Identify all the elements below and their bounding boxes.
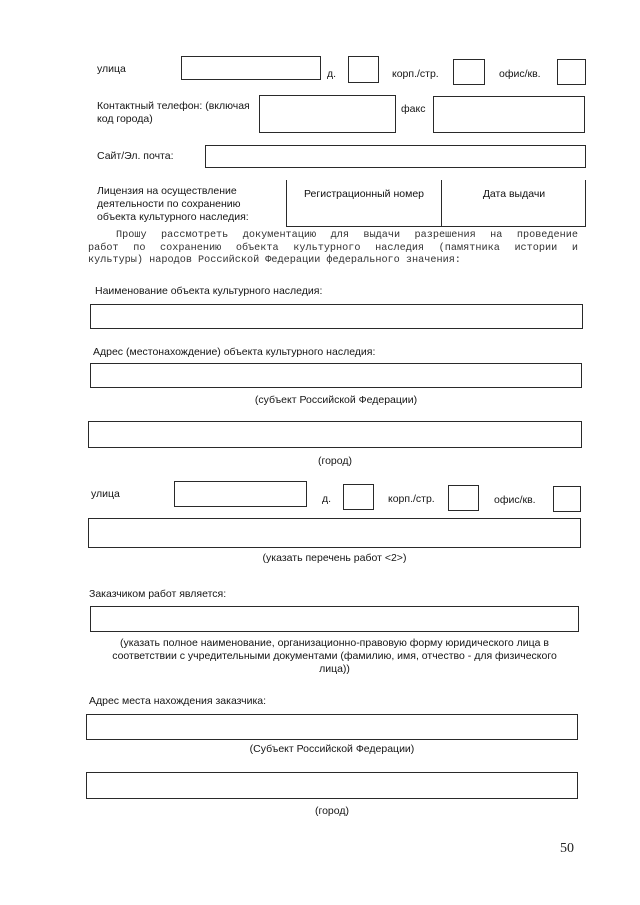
building-label: корп./стр. [392, 68, 439, 80]
customer-subject-input[interactable] [86, 714, 578, 740]
request-line-2: работ по сохранению объекта культурного наследия (памятника истории и [88, 242, 578, 254]
works-caption: (указать перечень работ <2>) [262, 552, 407, 564]
site-label: Сайт/Эл. почта: [97, 150, 174, 162]
customer-caption-line-1: (указать полное наименование, организационно-правовую форму юридического лица в [120, 637, 549, 649]
object-name-input[interactable] [90, 304, 583, 329]
fax-input[interactable] [433, 96, 585, 133]
customer-city-input[interactable] [86, 772, 578, 799]
works-input[interactable] [88, 518, 581, 548]
customer-input[interactable] [90, 606, 579, 632]
object-office-label: офис/кв. [494, 494, 536, 506]
object-house-input[interactable] [343, 484, 374, 510]
customer-caption-line-3: лица)) [319, 663, 350, 675]
customer-subject-caption: (Субъект Российской Федерации) [249, 743, 415, 755]
building-input[interactable] [453, 59, 485, 85]
license-table [286, 180, 586, 227]
street-label: улица [97, 63, 126, 75]
object-subject-input[interactable] [90, 363, 582, 388]
object-city-input[interactable] [88, 421, 582, 448]
customer-city-caption: (город) [314, 805, 349, 817]
phone-input[interactable] [259, 95, 396, 133]
street-input[interactable] [181, 56, 321, 80]
object-building-label: корп./стр. [388, 493, 435, 505]
office-input[interactable] [557, 59, 586, 85]
object-street-input[interactable] [174, 481, 307, 507]
customer-address-label: Адрес места нахождения заказчика: [89, 695, 267, 707]
object-city-caption: (город) [317, 455, 352, 467]
object-house-label: д. [322, 493, 332, 505]
object-street-label: улица [91, 488, 120, 500]
phone-label: Контактный телефон: (включая код города) [97, 100, 250, 125]
customer-caption [88, 637, 581, 676]
object-building-input[interactable] [448, 485, 479, 511]
office-label: офис/кв. [499, 68, 541, 80]
customer-caption-line-2: соответствии с учредительными документами (фамилию, имя, отчество - для физического [112, 650, 557, 662]
license-label: Лицензия на осуществление деятельности по сохранению объекта культурного наследия: [97, 185, 249, 223]
site-input[interactable] [205, 145, 586, 168]
house-input[interactable] [348, 56, 379, 83]
object-address-label: Адрес (местонахождение) объекта культурного наследия: [93, 346, 376, 358]
license-issue-date-header: Дата выдачи [482, 188, 546, 200]
request-line-1: Прошу рассмотреть документацию для выдачи разрешения на проведение [116, 230, 578, 241]
house-label: д. [327, 68, 337, 80]
object-office-input[interactable] [553, 486, 581, 512]
request-paragraph [88, 230, 578, 268]
request-line-3: культуры) народов Российской Федерации федерального значения: [88, 255, 461, 266]
object-subject-caption: (субъект Российской Федерации) [254, 394, 418, 406]
fax-label: факс [401, 103, 426, 115]
customer-label: Заказчиком работ является: [89, 588, 227, 600]
object-name-label: Наименование объекта культурного наследия: [95, 285, 323, 297]
page-number: 50 [560, 841, 574, 856]
license-reg-number-header: Регистрационный номер [287, 180, 442, 226]
